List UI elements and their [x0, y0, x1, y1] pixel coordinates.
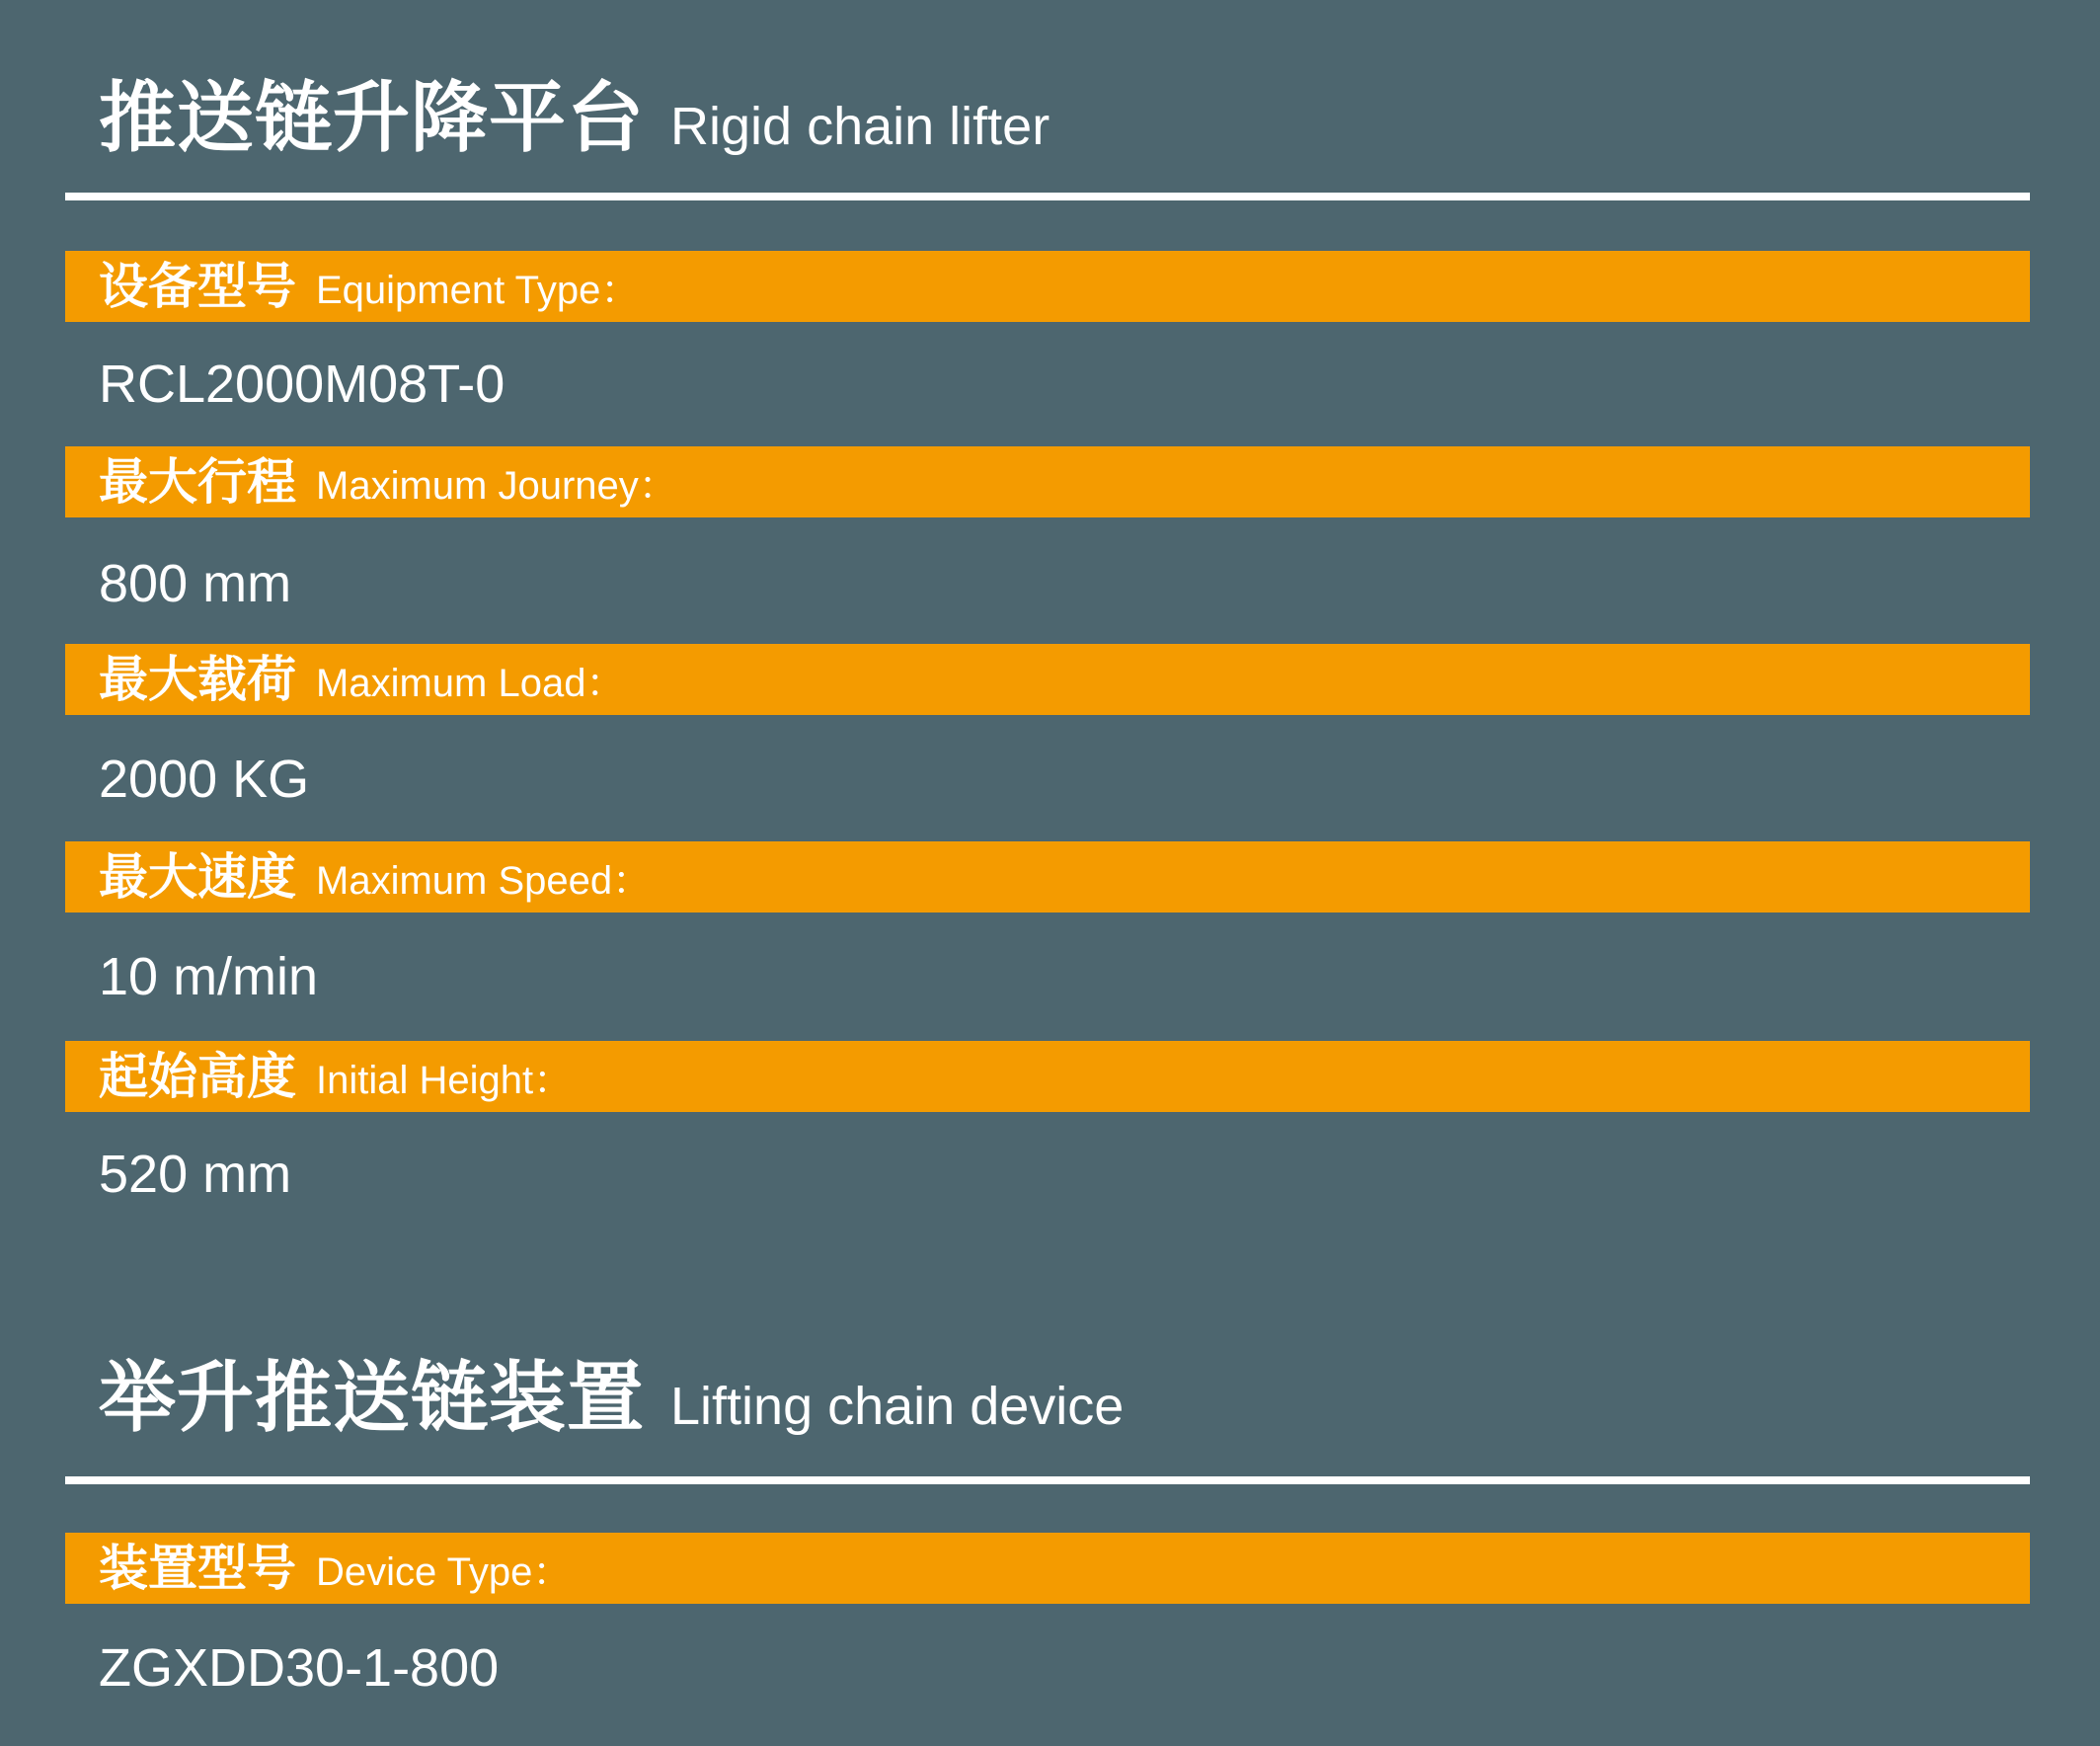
spec-value-maximum-journey: 800 mm: [99, 554, 292, 613]
spec-value-equipment-type: RCL2000M08T-0: [99, 355, 506, 414]
section-2-title: [99, 1354, 1125, 1441]
spec-bar-equipment-type: [65, 251, 2030, 322]
spec-label-en: Equipment Type：: [316, 269, 641, 312]
spec-bar-initial-height: [65, 1041, 2030, 1112]
section-1-title-en: Rigid chain lifter: [670, 97, 1050, 156]
spec-label-en: Initial Height：: [316, 1059, 574, 1102]
spec-label-en: Maximum Journey：: [316, 464, 678, 508]
section-2-title-zh: 举升推送链装置: [99, 1354, 646, 1441]
spec-label-en: Maximum Load：: [316, 662, 626, 705]
spec-bar-maximum-journey: [65, 446, 2030, 517]
spec-label-en: Device Type：: [316, 1550, 573, 1594]
spec-label-zh: 起始高度: [99, 1049, 296, 1104]
section-1-divider: [65, 193, 2030, 200]
spec-label-zh: 设备型号: [99, 259, 296, 314]
section-1-title: [99, 74, 1050, 161]
spec-value-maximum-load: 2000 KG: [99, 750, 310, 809]
spec-label-en: Maximum Speed：: [316, 859, 653, 903]
spec-value-initial-height: 520 mm: [99, 1145, 292, 1204]
spec-value-maximum-speed: 10 m/min: [99, 947, 319, 1006]
spec-bar-device-type: [65, 1533, 2030, 1604]
spec-label-zh: 最大行程: [99, 454, 296, 510]
section-2-divider: [65, 1476, 2030, 1484]
spec-value-device-type: ZGXDD30-1-800: [99, 1638, 500, 1698]
spec-bar-maximum-load: [65, 644, 2030, 715]
section-1-title-zh: 推送链升降平台: [99, 74, 646, 161]
spec-bar-maximum-speed: [65, 841, 2030, 913]
section-2-title-en: Lifting chain device: [670, 1377, 1125, 1436]
spec-label-zh: 最大速度: [99, 849, 296, 905]
spec-label-zh: 最大载荷: [99, 652, 296, 707]
spec-label-zh: 装置型号: [99, 1541, 296, 1596]
